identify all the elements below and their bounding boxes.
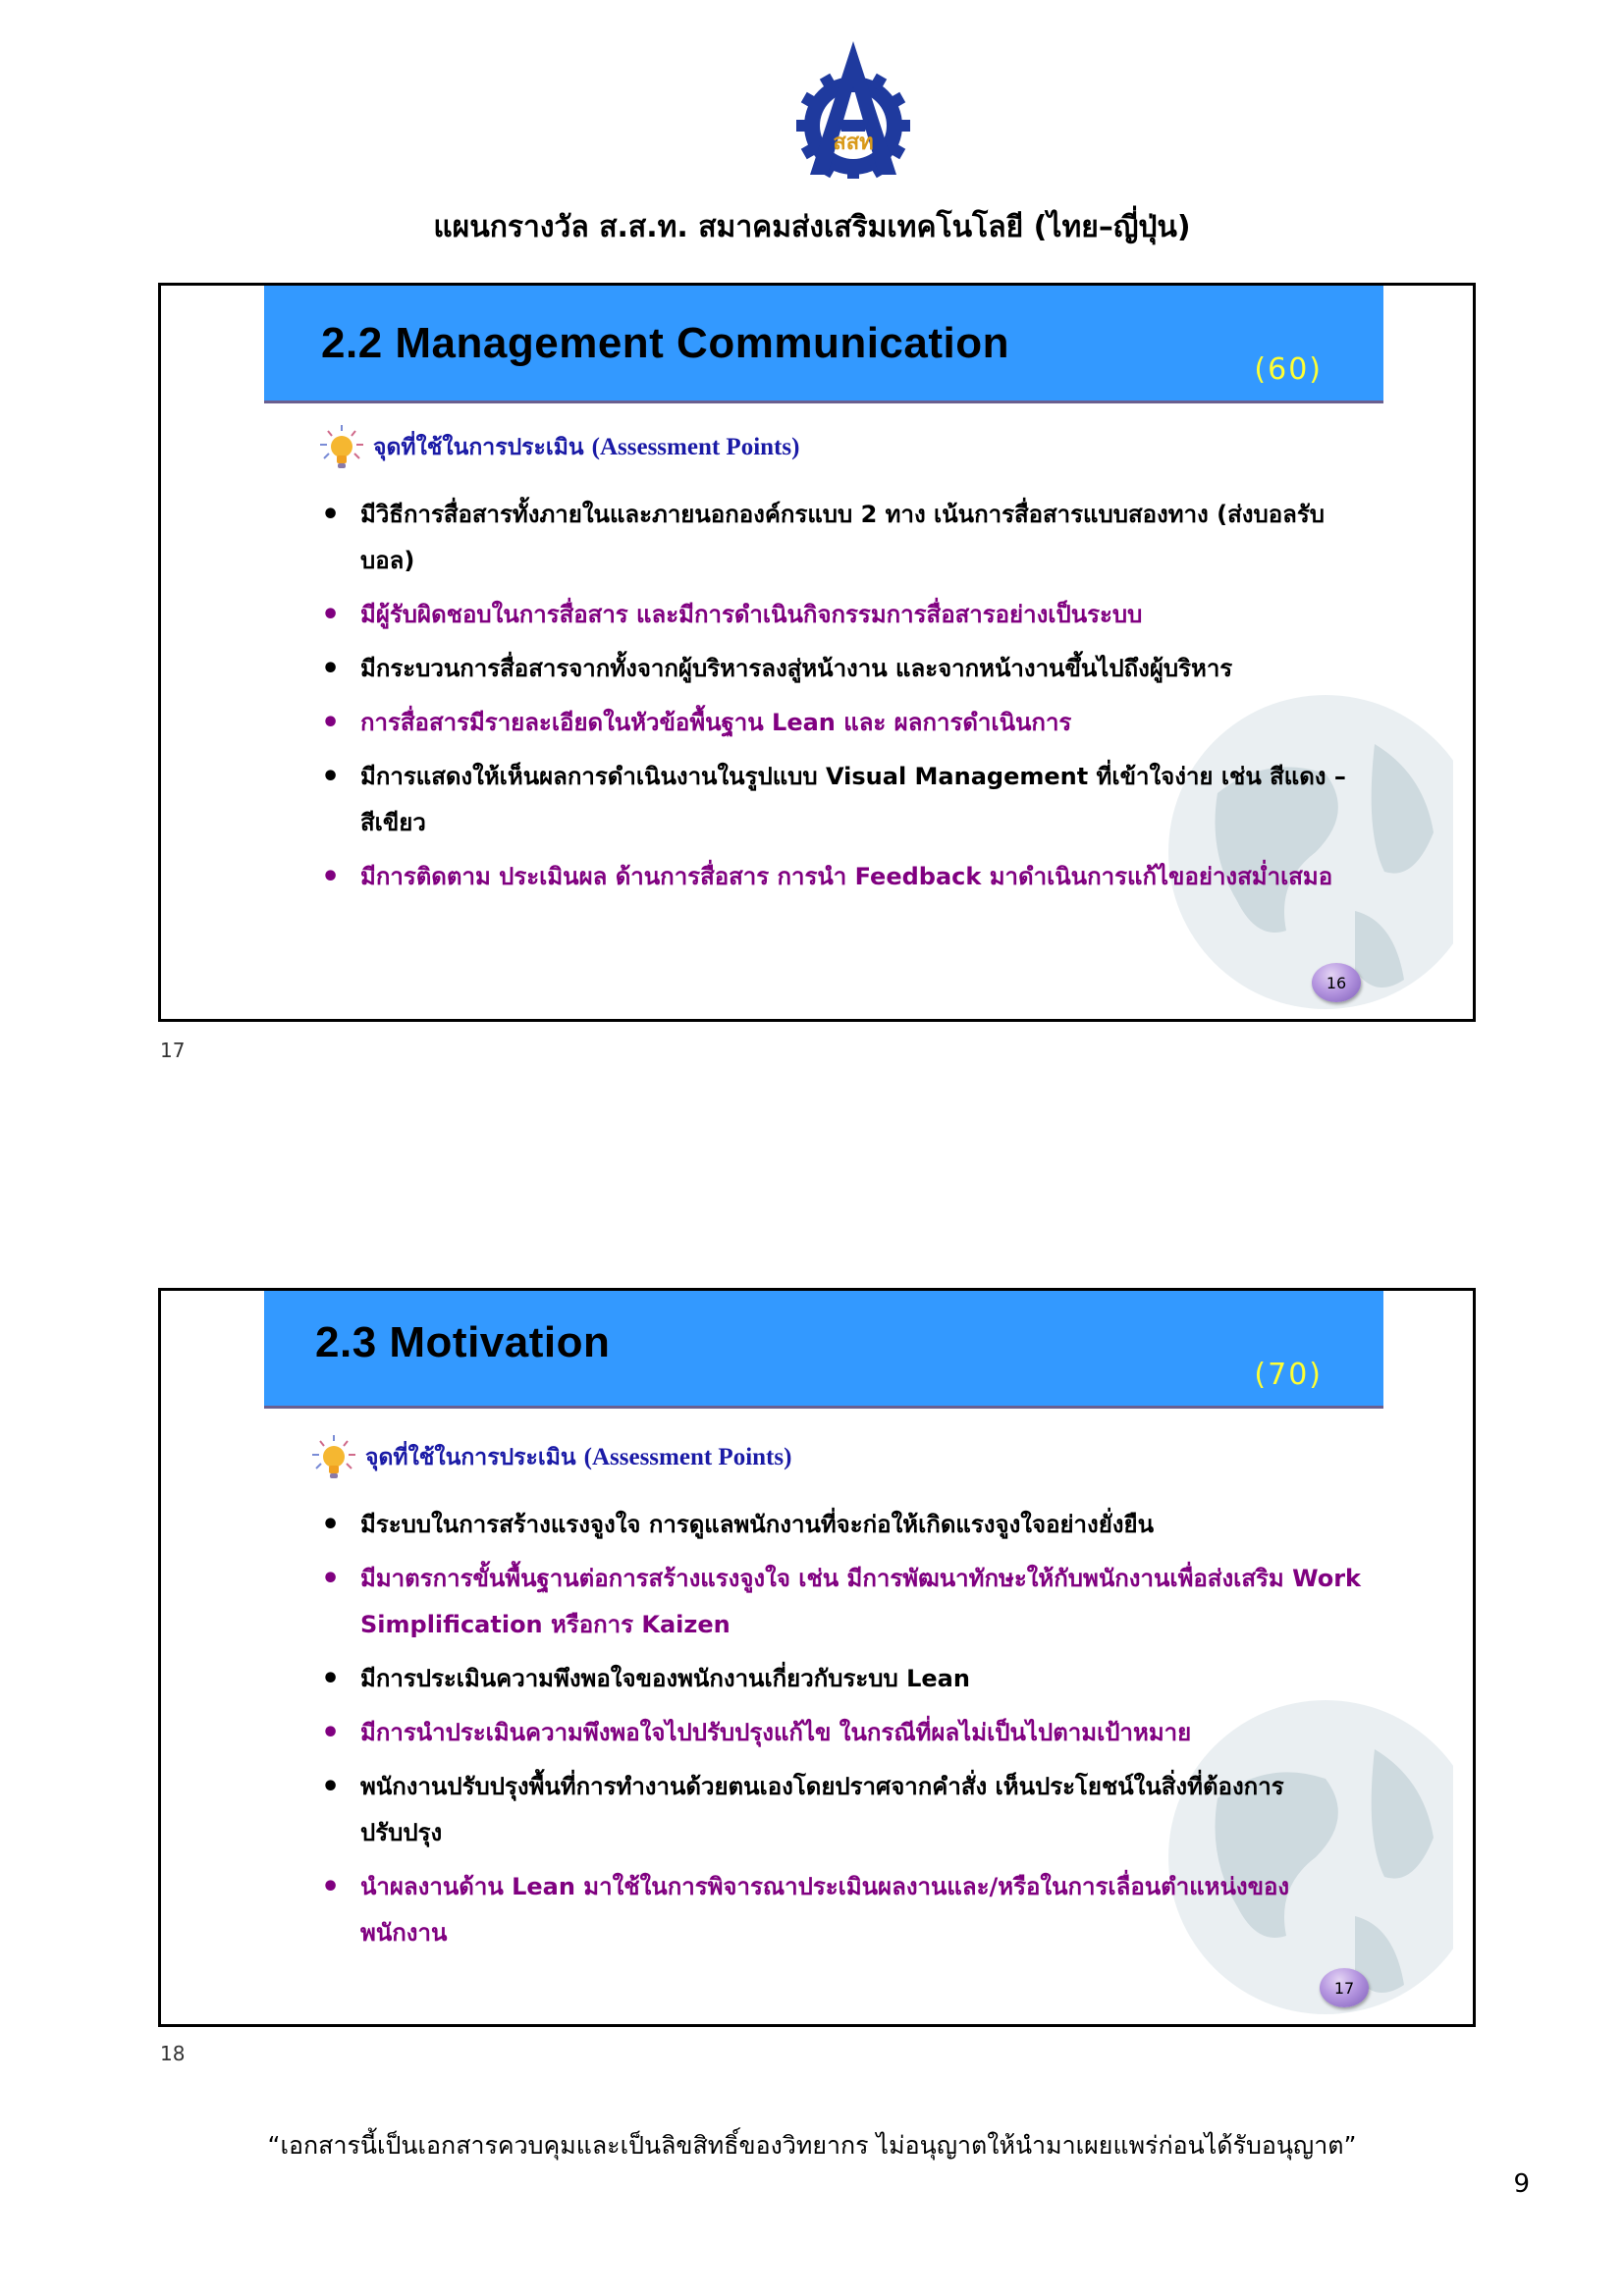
assessment-points-heading [316,423,799,472]
assessment-label-english: (Assessment Points) [591,434,800,460]
slide-number: 17 [160,1039,186,1062]
slide-score: (70) [1254,1358,1323,1392]
assessment-label-thai: จุดที่ใช้ในการประเมิน [365,1445,576,1470]
assessment-points-list [321,1502,1362,1964]
slide-title: 2.2 Management Communication [321,319,1010,367]
slide-page-badge: 17 [1320,1968,1369,2007]
assessment-label-thai: จุดที่ใช้ในการประเมิน [373,435,584,460]
assessment-point: • มีกระบวนการสื่อสารจากทั้งจากผู้บริหารลงสู่หน้างาน และจากหน้างานขึ้นไปถึงผู้บริหาร [321,646,1362,692]
assessment-point: • การสื่อสารมีรายละเอียดในหัวข้อพื้นฐาน Lean และ ผลการดำเนินการ [321,700,1362,746]
lightbulb-icon [308,1433,359,1482]
assessment-point: • มีวิธีการสื่อสารทั้งภายในและภายนอกองค์กรแบบ 2 ทาง เน้นการสื่อสารแบบสองทาง (ส่งบอลรับบอล) [321,492,1362,584]
lightbulb-icon [316,423,367,472]
copyright-notice: “เอกสารนี้เป็นเอกสารควบคุมและเป็นลิขสิทธิ์ของวิทยากร ไม่อนุญาตให้นำมาเผยแพร่ก่อนได้รับอนุญาต” [267,2131,1357,2160]
assessment-point: • มีการแสดงให้เห็นผลการดำเนินงานในรูปแบบ Visual Management ที่เข้าใจง่าย เช่น สีแดง – สีเขียว [321,754,1362,846]
assessment-points-list [321,492,1362,908]
assessment-point: • มีการนำประเมินความพึงพอใจไปปรับปรุงแก้ไข ในกรณีที่ผลไม่เป็นไปตามเป้าหมาย [321,1710,1362,1756]
slide-motivation [158,1288,1476,2027]
assessment-points-label [373,430,799,465]
assessment-point: • นำผลงานด้าน Lean มาใช้ในการพิจารณาประเมินผลงานและ/หรือในการเลื่อนตำแหน่งของพนักงาน [321,1864,1362,1956]
assessment-point: • มีการประเมินความพึงพอใจของพนักงานเกี่ยวกับระบบ Lean [321,1656,1362,1702]
assessment-label-english: (Assessment Points) [583,1444,792,1470]
assessment-points-label [365,1440,791,1475]
assessment-point: • มีการติดตาม ประเมินผล ด้านการสื่อสาร การนำ Feedback มาดำเนินการแก้ไขอย่างสม่ำเสมอ [321,854,1362,900]
assessment-points-heading [308,1433,791,1482]
slide-title-bar [264,286,1383,403]
slide-title: 2.3 Motivation [315,1318,611,1366]
slide-management-communication [158,283,1476,1022]
assessment-point: • มีมาตรการขั้นพื้นฐานต่อการสร้างแรงจูงใจ เช่น มีการพัฒนาทักษะให้กับพนักงานเพื่อส่งเสริม Work Simplification หรือการ Kaizen [321,1556,1362,1648]
document-header-title: แผนกรางวัล ส.ส.ท. สมาคมส่งเสริมเทคโนโลยี (ไทย–ญี่ปุ่น) [433,210,1191,244]
logo-text: สสท [833,131,874,155]
assessment-point: • มีระบบในการสร้างแรงจูงใจ การดูแลพนักงานที่จะก่อให้เกิดแรงจูงใจอย่างยั่งยืน [321,1502,1362,1548]
page-number: 9 [1513,2169,1530,2199]
assessment-point: • พนักงานปรับปรุงพื้นที่การทำงานด้วยตนเองโดยปราศจากคำสั่ง เห็นประโยชน์ในสิ่งที่ต้องการปรับปรุง [321,1764,1362,1856]
assessment-point: • มีผู้รับผิดชอบในการสื่อสาร และมีการดำเนินกิจกรรมการสื่อสารอย่างเป็นระบบ [321,592,1362,638]
slide-score: (60) [1254,352,1323,387]
slide-number: 18 [160,2042,186,2065]
slide-page-badge: 16 [1312,963,1361,1002]
tpa-logo [790,39,916,179]
slide-title-bar [264,1291,1383,1409]
